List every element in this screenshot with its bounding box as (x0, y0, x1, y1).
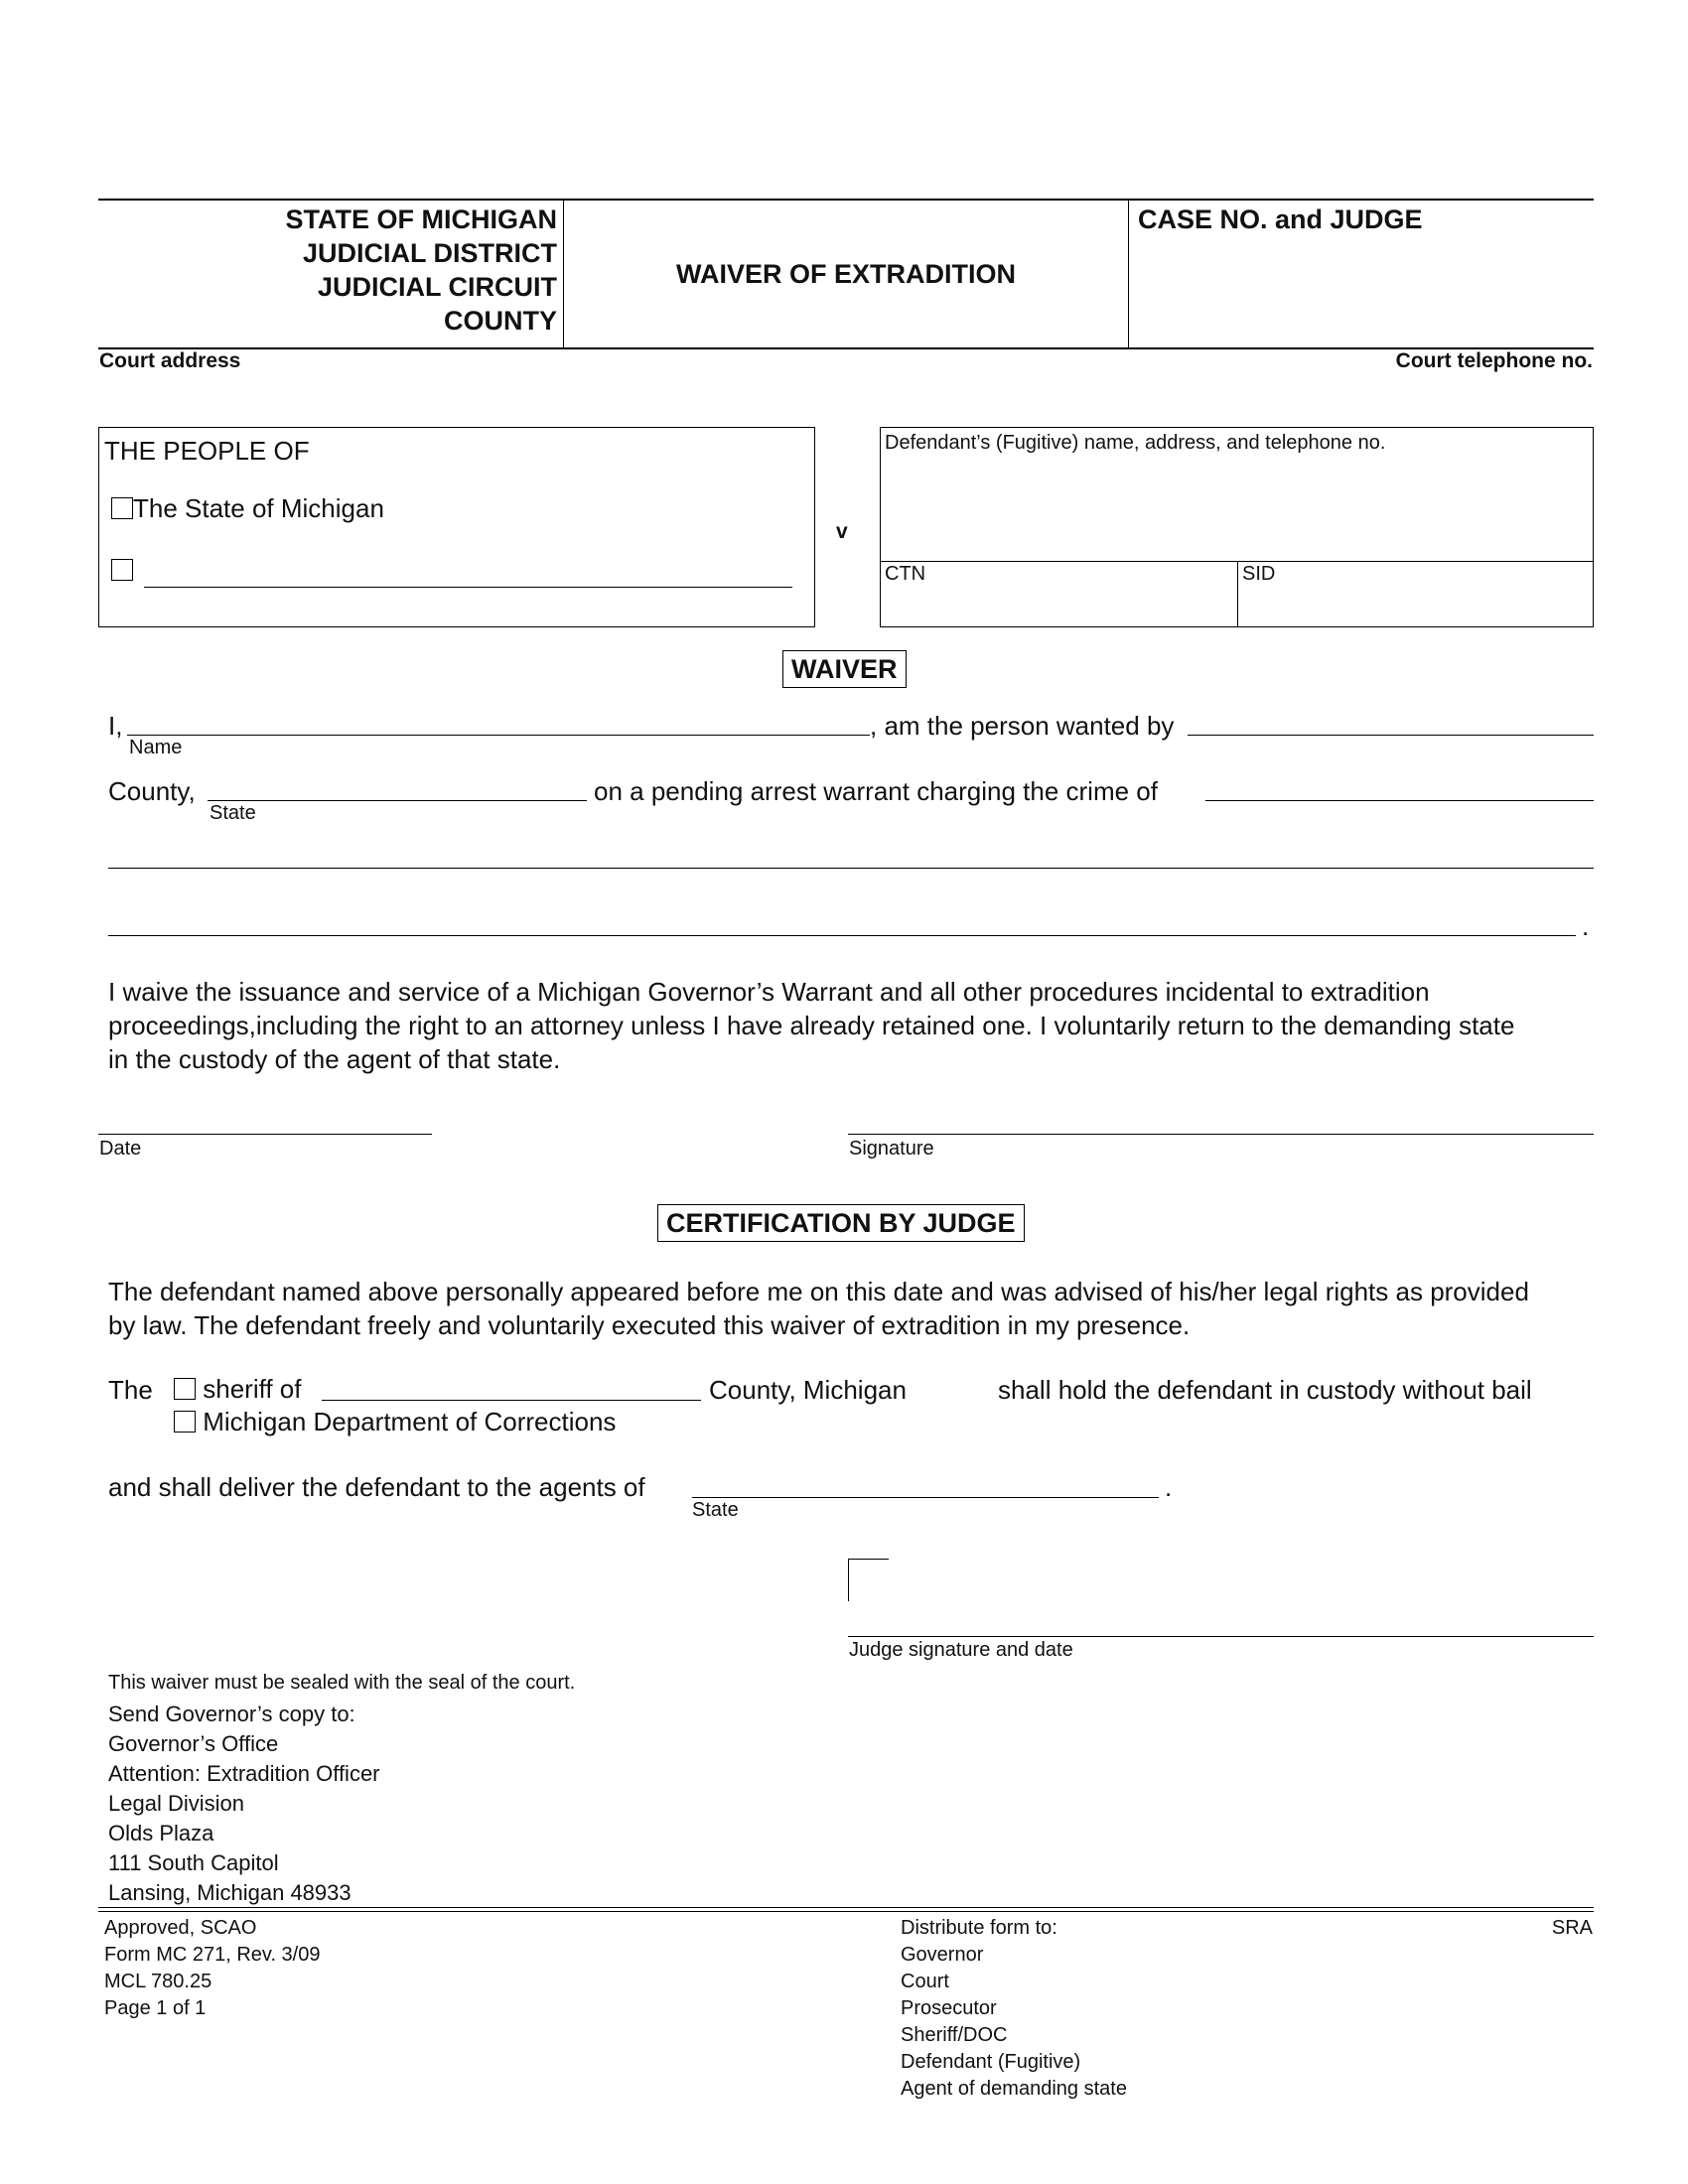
crime-period: . (1582, 911, 1590, 941)
ctn-sid-divider (1237, 561, 1238, 626)
court-line-state: STATE OF MICHIGAN (285, 205, 557, 234)
governor-address-line-1: Send Governor’s copy to: (108, 1702, 355, 1726)
defendant-signature-field[interactable] (848, 1134, 1594, 1135)
governor-address-line-4: Legal Division (108, 1791, 244, 1816)
footer-distribution (901, 1915, 1127, 2103)
defendant-info-label: Defendant’s (Fugitive) name, address, and telephone no. (885, 432, 1386, 454)
wanted-by-state-field[interactable] (208, 800, 587, 801)
distribute-sheriff-doc: Sheriff/DOC (901, 2024, 1008, 2046)
footer-mcl: MCL 780.25 (104, 1971, 212, 1992)
governor-address-line-7: Lansing, Michigan 48933 (108, 1880, 352, 1905)
other-plaintiff-option[interactable] (111, 559, 133, 584)
date-label: Date (99, 1138, 142, 1160)
distribute-defendant: Defendant (Fugitive) (901, 2051, 1081, 2073)
waiver-statement-line-1: I waive the issuance and service of a Michigan Governor’s Warrant and all other procedures incidental to extradition (108, 977, 1430, 1007)
county-prefix: County, (108, 776, 196, 806)
state-caption: State (210, 802, 256, 824)
distribute-prosecutor: Prosecutor (901, 1997, 997, 2019)
sid-label: SID (1242, 563, 1276, 585)
state-of-michigan-checkbox[interactable] (111, 497, 133, 519)
governor-address-line-2: Governor’s Office (108, 1731, 279, 1756)
deliver-text: and shall deliver the defendant to the agents of (108, 1472, 645, 1502)
state-of-michigan-label: The State of Michigan (133, 493, 384, 523)
footer-form-number: Form MC 271, Rev. 3/09 (104, 1944, 321, 1966)
court-line-district: JUDICIAL DISTRICT (302, 238, 557, 268)
court-address-label: Court address (99, 349, 241, 372)
signature-label: Signature (849, 1138, 934, 1160)
footer-rule (98, 1907, 1594, 1912)
certification-text-line-1: The defendant named above personally appeared before me on this date and was advised of his/her legal rights as provided (108, 1277, 1529, 1306)
governor-address-line-5: Olds Plaza (108, 1821, 214, 1845)
case-number-judge-label: CASE NO. and JUDGE (1138, 205, 1423, 234)
versus-label: v (836, 520, 848, 543)
court-line-circuit: JUDICIAL CIRCUIT (317, 272, 557, 302)
footer-code: SRA (1551, 1917, 1593, 1939)
form-title: WAIVER OF EXTRADITION (675, 259, 1016, 289)
footer-form-info (104, 1915, 320, 2022)
deliver-state-caption: State (692, 1499, 739, 1521)
header-divider-right (1128, 200, 1129, 347)
footer-approved: Approved, SCAO (104, 1917, 257, 1939)
other-plaintiff-checkbox[interactable] (111, 559, 133, 581)
distribute-governor: Governor (901, 1944, 984, 1966)
judge-signature-label: Judge signature and date (849, 1639, 1073, 1661)
header-top-rule (98, 199, 1594, 201)
deliver-period: . (1165, 1472, 1173, 1502)
date-field[interactable] (98, 1134, 432, 1135)
doc-label: Michigan Department of Corrections (203, 1407, 617, 1436)
county-michigan-text: County, Michigan (709, 1375, 907, 1405)
doc-checkbox[interactable] (174, 1411, 196, 1433)
certification-heading: CERTIFICATION BY JUDGE (657, 1204, 1025, 1242)
certification-text (108, 1275, 1529, 1342)
sheriff-label: sheriff of (203, 1374, 302, 1404)
sheriff-option[interactable] (174, 1374, 301, 1405)
judge-signature-field[interactable] (848, 1636, 1594, 1637)
distribute-court: Court (901, 1971, 949, 1992)
seal-placement-mark (848, 1559, 889, 1601)
name-field[interactable] (127, 735, 870, 736)
i-prefix: I, (108, 711, 123, 741)
defendant-box (880, 427, 1594, 627)
crime-field-2[interactable] (108, 868, 1594, 869)
court-identification (98, 203, 557, 338)
people-of-label: THE PEOPLE OF (104, 436, 310, 466)
warrant-text: on a pending arrest warrant charging the crime of (594, 776, 1158, 806)
sheriff-checkbox[interactable] (174, 1378, 196, 1400)
ctn-label: CTN (885, 563, 926, 585)
wanted-by-county-field[interactable] (1188, 735, 1594, 736)
waiver-heading: WAIVER (782, 650, 907, 688)
court-line-county: COUNTY (444, 306, 557, 336)
seal-note: This waiver must be sealed with the seal of the court. (108, 1672, 576, 1694)
crime-field-3[interactable] (108, 935, 1576, 936)
waiver-statement-line-2: proceedings,including the right to an attorney unless I have already retained one. I voluntarily return to the demanding state (108, 1011, 1515, 1040)
other-plaintiff-line[interactable] (144, 587, 792, 588)
name-caption: Name (129, 737, 183, 758)
waiver-statement (108, 975, 1514, 1076)
crime-field-1[interactable] (1205, 800, 1594, 801)
the-prefix: The (108, 1375, 153, 1405)
court-telephone-label: Court telephone no. (1395, 349, 1593, 372)
sheriff-county-field[interactable] (322, 1400, 701, 1401)
footer-page: Page 1 of 1 (104, 1997, 207, 2019)
plaintiff-box (98, 427, 815, 627)
hold-text: shall hold the defendant in custody without bail (998, 1375, 1532, 1405)
governor-address-line-3: Attention: Extradition Officer (108, 1761, 380, 1786)
distribute-agent: Agent of demanding state (901, 2078, 1127, 2100)
governor-address-line-6: 111 South Capitol (108, 1850, 279, 1875)
distribute-heading: Distribute form to: (901, 1917, 1057, 1939)
wanted-by-text: , am the person wanted by (870, 711, 1175, 741)
governor-copy-address (108, 1700, 380, 1908)
waiver-statement-line-3: in the custody of the agent of that state. (108, 1044, 561, 1074)
state-of-michigan-option[interactable] (111, 493, 384, 524)
certification-text-line-2: by law. The defendant freely and voluntarily executed this waiver of extradition in my presence. (108, 1310, 1191, 1340)
doc-option[interactable] (174, 1407, 616, 1437)
deliver-state-field[interactable] (692, 1497, 1159, 1498)
